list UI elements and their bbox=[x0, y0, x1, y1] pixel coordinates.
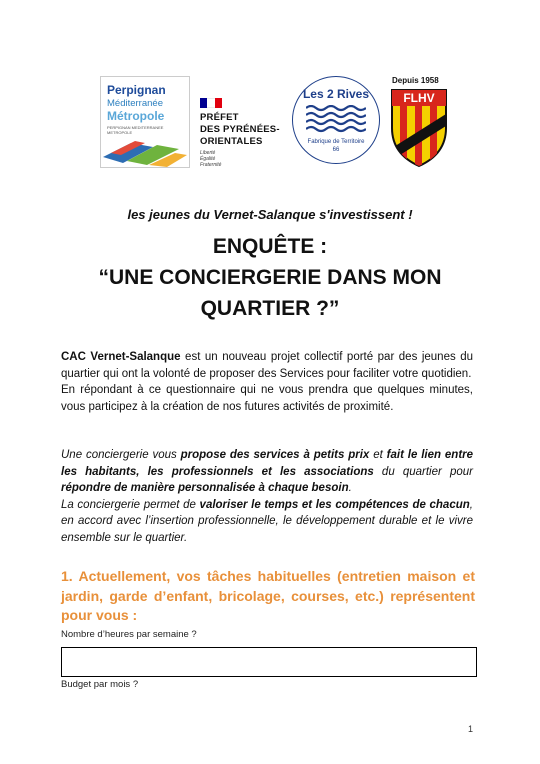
desc-p1-c: et bbox=[369, 449, 387, 461]
les-2-rives-sub1: Fabrique de Territoire bbox=[307, 139, 365, 145]
perpignan-logo-line3: Métropole bbox=[107, 109, 165, 123]
intro-text-2: En répondant à ce questionnaire qui ne vous prendra que quelques minutes, vous participez à la création de nos futures activités de proximité. bbox=[61, 384, 473, 413]
les-2-rives-logo bbox=[292, 76, 380, 164]
hours-per-week-label: Nombre d’heures par semaine ? bbox=[61, 629, 197, 640]
prefet-logo bbox=[196, 96, 290, 166]
hours-per-week-field[interactable] bbox=[61, 647, 477, 677]
perpignan-logo-line1: Perpignan bbox=[107, 83, 166, 97]
intro-text-1-body: est un nouveau projet collectif porté par des jeunes du quartier qui ont la volonté de proposer des Services pour faciliter votre quotidien. bbox=[61, 351, 474, 380]
desc-p2-a: La conciergerie permet de bbox=[61, 498, 200, 511]
prefet-motto-2: Égalité bbox=[200, 156, 216, 162]
intro-paragraph bbox=[61, 349, 473, 415]
desc-p1-b: propose des services à petits prix bbox=[180, 449, 370, 461]
page-title-line1: ENQUÊTE : bbox=[212, 235, 328, 258]
desc-p1-a: Une conciergerie vous bbox=[61, 449, 181, 461]
prefet-motto-3: Fraternité bbox=[200, 162, 222, 168]
prefet-motto-1: Liberté bbox=[200, 150, 216, 156]
waves-icon bbox=[306, 105, 366, 135]
page-title-line3: QUARTIER ?” bbox=[200, 297, 340, 320]
les-2-rives-title: Les 2 Rives bbox=[302, 87, 370, 101]
page-title-line2: “UNE CONCIERGERIE DANS MON bbox=[98, 266, 442, 289]
perpignan-logo-line2: Méditerranée bbox=[107, 98, 163, 109]
budget-per-month-label: Budget par mois ? bbox=[61, 679, 139, 690]
intro-bold-lead: CAC Vernet-Salanque bbox=[61, 351, 181, 363]
perpignan-metropole-logo bbox=[100, 76, 190, 168]
prefet-line2: DES PYRÉNÉES- bbox=[200, 124, 280, 135]
question-1-heading: 1. Actuellement, vos tâches habituelles (entretien maison et jardin, garde d’enfant, bricolage, courses, etc.) représentent pour vous : bbox=[61, 568, 475, 623]
desc-p2-c: , en accord avec l’insertion professionnelle, le développement durable et le vivre ensemble sur le quartier. bbox=[61, 498, 473, 544]
desc-p1-e: du quartier pour bbox=[373, 465, 473, 478]
tagline: les jeunes du Vernet-Salanque s'investissent ! bbox=[127, 207, 413, 222]
desc-p1-d: fait le lien entre les habitants, les professionnels et les associations bbox=[61, 449, 474, 478]
flhv-since: Depuis 1958 bbox=[392, 76, 439, 85]
prefet-line3: ORIENTALES bbox=[200, 136, 263, 147]
description-text-2 bbox=[61, 497, 473, 547]
intro-text-1 bbox=[61, 349, 473, 382]
desc-p2-b: valoriser le temps et les compétences de chacun bbox=[199, 498, 470, 511]
description-text-1 bbox=[61, 447, 473, 497]
perpignan-logo-small: PERPIGNAN MEDITERRANEE METROPOLE bbox=[107, 125, 164, 135]
perpignan-logo-graphic bbox=[101, 133, 189, 167]
description-paragraph bbox=[61, 447, 473, 546]
french-flag-icon bbox=[200, 98, 222, 108]
prefet-line1: PRÉFET bbox=[200, 112, 239, 123]
desc-p1-g: . bbox=[348, 482, 352, 494]
flhv-letters: FLHV bbox=[403, 91, 435, 105]
les-2-rives-sub2: 66 bbox=[332, 147, 340, 153]
desc-p1-f: répondre de manière personnalisée à chaque besoin bbox=[61, 482, 349, 494]
flhv-shield-icon bbox=[390, 88, 448, 168]
flhv-logo bbox=[390, 76, 450, 168]
page-number: 1 bbox=[468, 724, 474, 734]
